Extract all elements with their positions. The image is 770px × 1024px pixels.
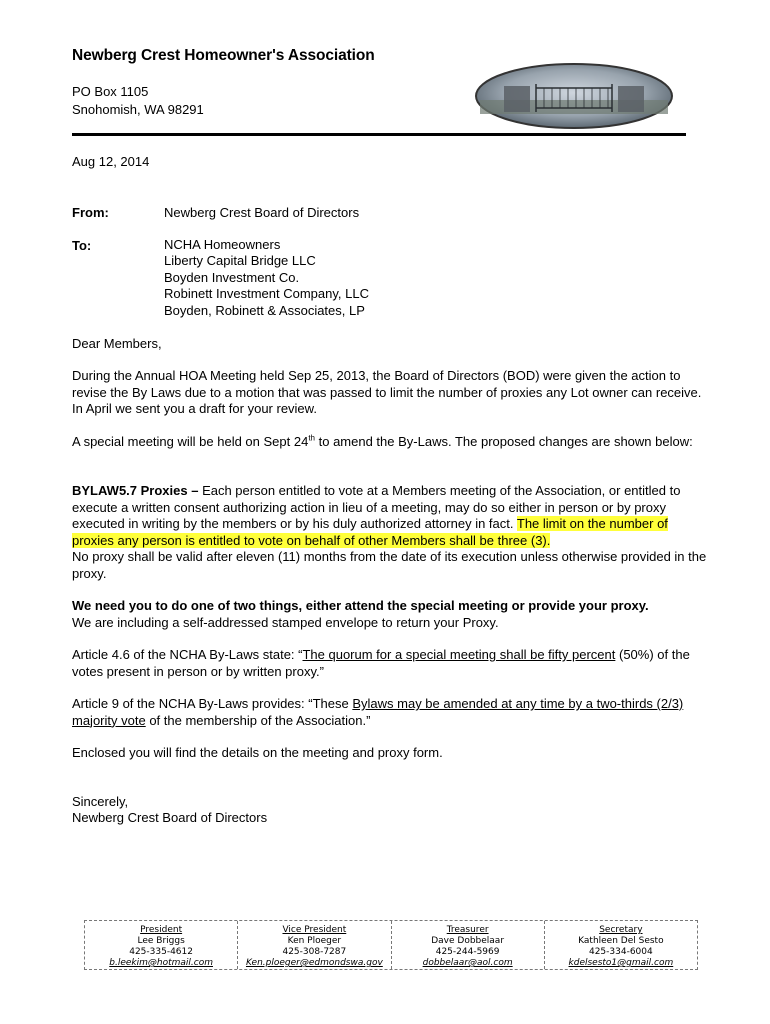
recipient: NCHA Homeowners [164,237,281,252]
officer-phone: 425-308-7287 [282,947,347,957]
officer-email-link[interactable]: b.leekim@hotmail.com [109,958,213,968]
officers-footer [84,920,698,970]
from-label: From: [72,205,109,220]
recipient: Robinett Investment Company, LLC [164,286,369,302]
art46-underlined: The quorum for a special meeting shall be fifty percent [302,647,616,662]
officer-president [85,921,238,969]
officer-vice-president [238,921,391,969]
address-line-2: Snohomish, WA 98291 [72,102,204,117]
officer-email-link[interactable]: Ken.ploeger@edmondswa.gov [245,958,383,968]
art9-underlined: Bylaws may be amended at any time by a two-thirds (2/3) majority vote [72,696,684,728]
officer-secretary [545,921,697,969]
signature: Newberg Crest Board of Directors [72,810,268,825]
bylaw-heading: BYLAW5.7 Proxies – [72,483,199,498]
to-label: To: [72,238,92,253]
recipient: Liberty Capital Bridge LLC [164,253,316,269]
recipient-list [164,237,369,319]
officer-phone: 425-334-6004 [588,947,653,957]
officer-title: President [140,925,183,935]
recipient: Boyden Investment Co. [164,269,300,285]
art46-before: Article 4.6 of the NCHA By-Laws state: “ [72,647,303,662]
gate-photo-logo [474,62,674,130]
p2-sup: th [308,433,315,443]
org-name: Newberg Crest Homeowner's Association [72,47,375,64]
p2-after: to amend the By-Laws. The proposed changes are shown below: [315,434,693,449]
action-text: We are including a self-addressed stamped envelope to return your Proxy. [72,614,499,630]
officer-name: Ken Ploeger [287,936,342,946]
officer-name: Kathleen Del Sesto [578,936,664,946]
officer-title: Treasurer [446,925,489,935]
officer-title: Vice President [282,925,347,935]
officer-title: Secretary [599,925,643,935]
recipient: Boyden, Robinett & Associates, LP [164,302,365,318]
p2-before: A special meeting will be held on Sept 24 [72,434,309,449]
art9-after: of the membership of the Association.” [145,712,371,728]
art9-before: Article 9 of the NCHA By-Laws provides: “These [72,696,353,711]
closing: Sincerely, [72,794,129,809]
art46-after: (50%) of the votes present in person or by written proxy.” [72,647,690,679]
bylaw-after: No proxy shall be valid after eleven (11) months from the date of its execution unless otherwise provided in the proxy. [72,549,707,581]
officer-name: Dave Dobbelaar [431,936,505,946]
action-paragraph [72,598,712,631]
article-4-6 [72,647,712,680]
article-9 [72,696,712,729]
enclosed-note: Enclosed you will find the details on the meeting and proxy form. [72,745,443,760]
action-bold: We need you to do one of two things, either attend the special meeting or provide your proxy. [72,598,649,613]
officer-phone: 425-335-4612 [129,947,193,957]
from-value: Newberg Crest Board of Directors [164,205,360,220]
letter-date: Aug 12, 2014 [72,154,150,169]
officer-phone: 425-244-5969 [435,947,500,957]
header-rule [72,133,686,136]
officer-name: Lee Briggs [137,936,185,946]
bylaw-highlight: The limit on the number of proxies any person is entitled to vote on behalf of other Members shall be three (3). [72,516,668,548]
bylaw-text: Each person entitled to vote at a Members meeting of the Association, or entitled to execute a written consent authorizing action in lieu of a meeting, may do so either in person or by proxy executed in writing by the members or by his duly authorized attorney in fact. [72,483,681,531]
officer-email-link[interactable]: kdelsesto1@gmail.com [568,958,674,968]
officer-treasurer [392,921,545,969]
officer-email-link[interactable]: dobbelaar@aol.com [422,958,513,968]
salutation: Dear Members, [72,336,162,351]
paragraph-1: During the Annual HOA Meeting held Sep 25, 2013, the Board of Directors (BOD) were given the action to revise the By Laws due to a motion that was passed to limit the number of proxies any Lot owner can receive. In April we sent you a draft for your review. [72,368,702,416]
bylaw-paragraph [72,483,712,582]
paragraph-2 [72,434,712,451]
address-line-1: PO Box 1105 [72,84,149,99]
